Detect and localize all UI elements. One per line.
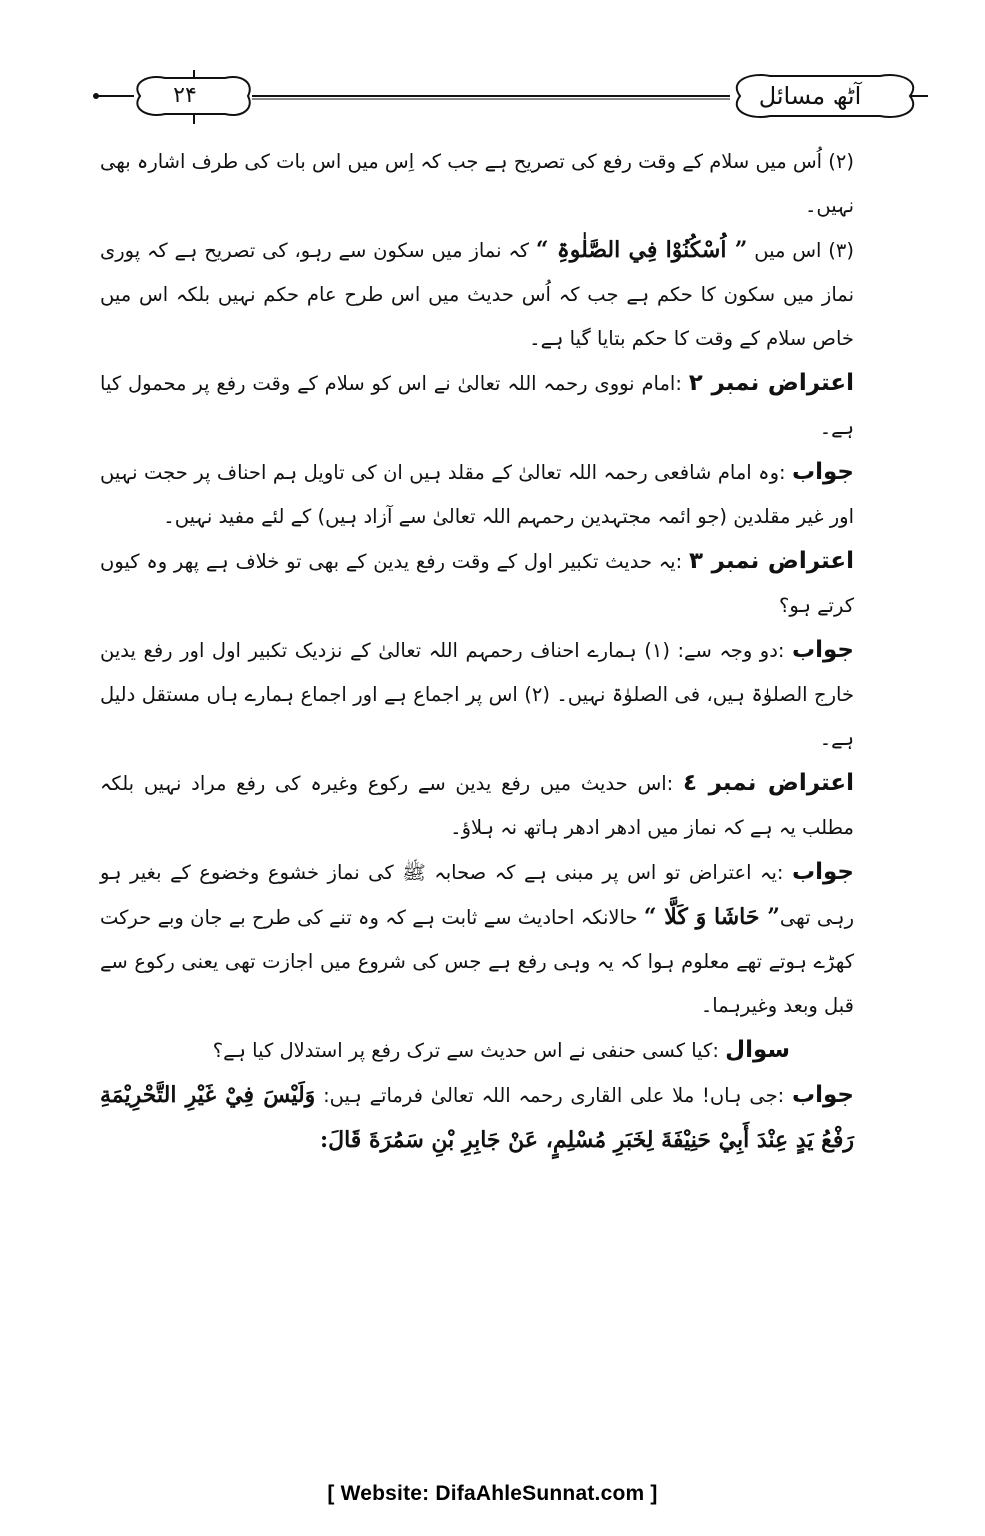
objection-heading: اعتراض نمبر ٤ <box>682 770 854 796</box>
objection-2 <box>100 361 900 450</box>
question-heading: سوال <box>725 1037 790 1063</box>
answer-text: :وہ امام شافعی رحمہ اللہ تعالیٰ کے مقلد ہیں ان کی تاویل ہم احناف پر حجت نہیں اور غیر مقلدین (جو ائمہ مجتہدین رحمہم اللہ تعالیٰ سے آزاد ہیں) کے لئے مفید نہیں۔ <box>100 461 854 528</box>
website-footer: [ Website: DifaAhleSunnat.com ] <box>327 1482 658 1505</box>
objection-text: :امام نووی رحمہ اللہ تعالیٰ نے اس کو سلام کے وقت رفع پر محمول کیا ہے۔ <box>100 372 854 439</box>
paragraph-text: کہ نماز میں سکون سے رہو، کی تصریح ہے کہ پوری نماز میں سکون کا حکم ہے جب کہ اُس حدیث میں اس طرح عام حکم نہیں بلکہ اس میں خاص سلام کے وقت کا حکم بتایا گیا ہے۔ <box>100 239 854 350</box>
answer-text: حالانکہ احادیث سے ثابت ہے کہ وہ تنے کی طرح بے جان وبے حرکت کھڑے ہوتے تھے معلوم ہوا کہ یہ وہی رفع ہے جس کی شروع میں اجازت تھی یعنی رکوع سے قبل وبعد وغیرہما۔ <box>100 906 854 1017</box>
answer-heading: جواب <box>792 637 854 663</box>
page-header <box>90 68 930 128</box>
body-text <box>100 140 900 1163</box>
objection-heading: اعتراض نمبر ۳ <box>688 548 854 574</box>
answer-4 <box>100 850 900 1028</box>
objection-3 <box>100 539 900 628</box>
page-number: ۲۴ <box>173 83 197 108</box>
answer-2 <box>100 450 900 539</box>
paragraph-point-2 <box>100 140 900 228</box>
objection-heading: اعتراض نمبر ۲ <box>688 370 854 396</box>
paragraph-point-3 <box>100 228 900 361</box>
question-text: :کیا کسی حنفی نے اس حدیث سے ترک رفع پر استدلال کیا ہے؟ <box>212 1039 726 1062</box>
running-title: آٹھ مسائل <box>758 82 862 110</box>
arabic-quote: ” اُسْکُنُوْا فِي الصَّلٰوۃِ “ <box>535 237 748 263</box>
answer-text: :جی ہاں! ملا علی القاری رحمہ اللہ تعالیٰ فرماتے ہیں: <box>315 1084 792 1107</box>
paragraph-text: (۳) اس میں <box>747 239 854 262</box>
question-5 <box>100 1028 900 1073</box>
objection-text: :اس حدیث میں رفع یدین سے رکوع وغیرہ کی رفع مراد نہیں بلکہ مطلب یہ ہے کہ نماز میں ادھر ادھر ہاتھ نہ ہلاؤ۔ <box>100 772 854 839</box>
answer-3 <box>100 628 900 761</box>
arabic-quote: وَلَيْسَ فِيْ غَيْرِ التَّحْرِيْمَةِ رَفْعُ يَدٍ عِنْدَ أَبِيْ حَنِيْفَةَ لِخَبَرِ مُسْلِمٍ، عَنْ جَابِرِ بْنِ سَمُرَةَ قَالَ: <box>100 1082 854 1153</box>
answer-text: :دو وجہ سے: (۱) ہمارے احناف رحمہم اللہ تعالیٰ کے نزدیک تکبیر اول اور رفع یدین خارج الصلوٰۃ ہیں، فی الصلوٰۃ نہیں۔ (۲) اس پر اجماع ہے اور اجماع ہمارے ہاں مستقل دلیل ہے۔ <box>100 639 854 750</box>
paragraph-text: (۲) اُس میں سلام کے وقت رفع کی تصریح ہے جب کہ اِس میں اس بات کی طرف اشارہ بھی نہیں۔ <box>100 150 854 217</box>
arabic-quote: ” حَاشَا وَ کَلَّا “ <box>643 904 780 930</box>
objection-4 <box>100 761 900 850</box>
answer-heading: جواب <box>792 1082 854 1108</box>
answer-heading: جواب <box>792 859 854 885</box>
objection-text: :یہ حدیث تکبیر اول کے وقت رفع یدین کے بھی تو خلاف ہے پھر وہ کیوں کرتے ہو؟ <box>100 550 854 617</box>
answer-5 <box>100 1073 900 1163</box>
answer-heading: جواب <box>792 459 854 485</box>
answer-text: :یہ اعتراض تو اس پر مبنی ہے کہ صحابہ ﷺ کی نماز خشوع وخضوع کے بغیر ہو رہی تھی <box>100 861 855 929</box>
